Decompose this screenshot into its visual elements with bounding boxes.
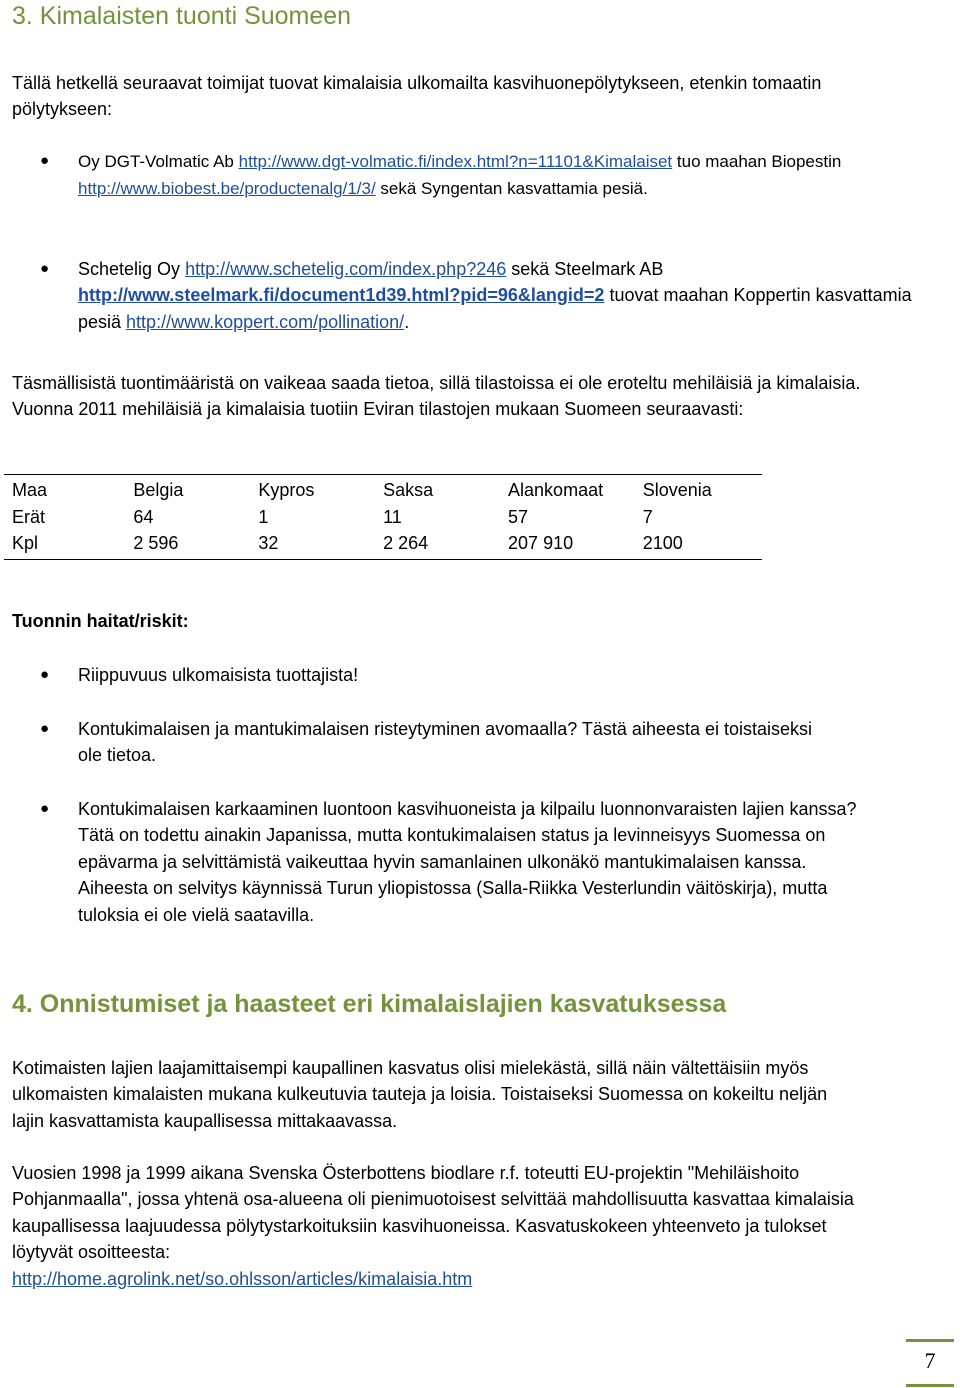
table-row bbox=[4, 504, 762, 531]
page-number-rule bbox=[906, 1384, 954, 1387]
section-4-heading: 4. Onnistumiset ja haasteet eri kimalaislajien kasvatuksessa bbox=[12, 990, 727, 1018]
table-cell: 64 bbox=[133, 506, 154, 527]
table-cell: 32 bbox=[250, 530, 375, 559]
intro-paragraph: Tällä hetkellä seuraavat toimijat tuovat kimalaisia ulkomailta kasvihuonepölytykseen, etenkin tomaatin pölytykseen: bbox=[12, 73, 822, 120]
table-cell: 7 bbox=[642, 506, 653, 527]
table-cell: 207 910 bbox=[500, 530, 635, 559]
table-cell: 11 bbox=[383, 506, 402, 527]
risk-item: Kontukimalaisen ja mantukimalaisen risteytyminen avomaalla? Tästä aiheesta ei toistaiseksi ole tietoa. bbox=[78, 719, 813, 766]
biobest-link[interactable]: http://www.biobest.be/productenalg/1/3/ bbox=[78, 179, 376, 199]
schetelig-link[interactable]: http://www.schetelig.com/index.php?246 bbox=[185, 259, 507, 279]
bullet-icon: ● bbox=[40, 800, 50, 817]
bullet-icon: ● bbox=[40, 260, 50, 277]
table-cell: Kypros bbox=[250, 475, 375, 504]
table-cell: 2 596 bbox=[125, 530, 250, 559]
table-row bbox=[4, 475, 762, 504]
import-table bbox=[4, 474, 762, 560]
page-number-rule bbox=[906, 1339, 954, 1342]
table-cell: Alankomaat bbox=[500, 475, 635, 504]
table-cell: Maa bbox=[4, 475, 125, 504]
section-3-heading: 3. Kimalaisten tuonti Suomeen bbox=[12, 2, 352, 30]
table-cell: Kpl bbox=[4, 530, 125, 559]
table-cell: Slovenia bbox=[635, 475, 762, 504]
table-cell: Saksa bbox=[375, 475, 500, 504]
bullet-icon: ● bbox=[40, 666, 50, 683]
table-cell: Erät bbox=[12, 506, 46, 527]
bullet-icon: ● bbox=[40, 152, 50, 169]
list-item-schetelig: Schetelig Oy http://www.schetelig.com/index.php?246 sekä Steelmark AB http://www.steelmark.fi/document1d39.html?pid=96&langid=2 tuovat maahan Koppertin kasvattamia pesiä http://www.koppert.com/pollination/. bbox=[78, 259, 912, 332]
koppert-link[interactable]: http://www.koppert.com/pollination/ bbox=[126, 311, 405, 332]
risk-item: Kontukimalaisen karkaaminen luontoon kasvihuoneista ja kilpailu luonnonvaraisten lajien kanssa? Tätä on todettu ainakin Japanissa, mutta kontukimalaisen status ja levinneisyys Suomessa on epävarma ja selvittämistä vaikeuttaa hyvin samanlainen ulkonäkö mantukimalaisen kanssa. Aiheesta on selvitys käynnissä Turun yliopistossa (Salla-Riikka Vesterlundin väitöskirja), mutta tuloksia ei ole vielä saatavilla. bbox=[78, 799, 857, 925]
agrolink-link[interactable]: http://home.agrolink.net/so.ohlsson/articles/kimalaisia.htm bbox=[12, 1269, 473, 1289]
project-paragraph: Vuosien 1998 ja 1999 aikana Svenska Österbottens biodlare r.f. toteutti EU-projektin "Mehiläishoito Pohjanmaalla", jossa yhtenä osa-alueena oli pienimuotoisest selvittää mahdollisuutta kasvattaa kimalaisia kaupallisessa laajuudessa pölytystarkoituksiin kasvihuoneissa. Kasvatuskokeen yhteenveto ja tulokset löytyvät osoitteesta: bbox=[12, 1163, 854, 1263]
table-cell: 1 bbox=[258, 506, 269, 527]
bullet-icon: ● bbox=[40, 720, 50, 737]
import-amounts-paragraph: Täsmällisistä tuontimääristä on vaikeaa saada tietoa, sillä tilastoissa ei ole eroteltu mehiläisiä ja kimalaisia. Vuonna 2011 mehiläisiä ja kimalaisia tuotiin Eviran tilastojen mukaan Suomeen seuraavasti: bbox=[12, 373, 861, 420]
table-row bbox=[4, 530, 762, 559]
risks-heading: Tuonnin haitat/riskit: bbox=[12, 611, 189, 631]
table-cell: 2 264 bbox=[375, 530, 500, 559]
page-number: 7 bbox=[924, 1348, 936, 1373]
steelmark-link[interactable]: http://www.steelmark.fi/document1d39.html?pid=96&langid=2 bbox=[78, 285, 605, 306]
table-cell: 57 bbox=[508, 506, 529, 527]
table-cell: Belgia bbox=[125, 475, 250, 504]
list-item-dgt: Oy DGT-Volmatic Ab http://www.dgt-volmatic.fi/index.html?n=11101&Kimalaiset tuo maahan Biopestin http://www.biobest.be/productenalg/1/3/ sekä Syngentan kasvattamia pesiä. bbox=[78, 152, 842, 199]
domestic-species-paragraph: Kotimaisten lajien laajamittaisempi kaupallinen kasvatus olisi mielekästä, sillä näin vältettäisiin myös ulkomaisten kimalaisten mukana kulkeutuvia tauteja ja loisia. Toistaiseksi Suomessa on kokeiltu neljän lajin kasvattamista kaupallisessa mittakaavassa. bbox=[12, 1058, 828, 1131]
table-cell: 2100 bbox=[635, 530, 762, 559]
dgt-volmatic-link[interactable]: http://www.dgt-volmatic.fi/index.html?n=11101&Kimalaiset bbox=[238, 152, 673, 171]
risk-item: Riippuvuus ulkomaisista tuottajista! bbox=[78, 665, 359, 685]
